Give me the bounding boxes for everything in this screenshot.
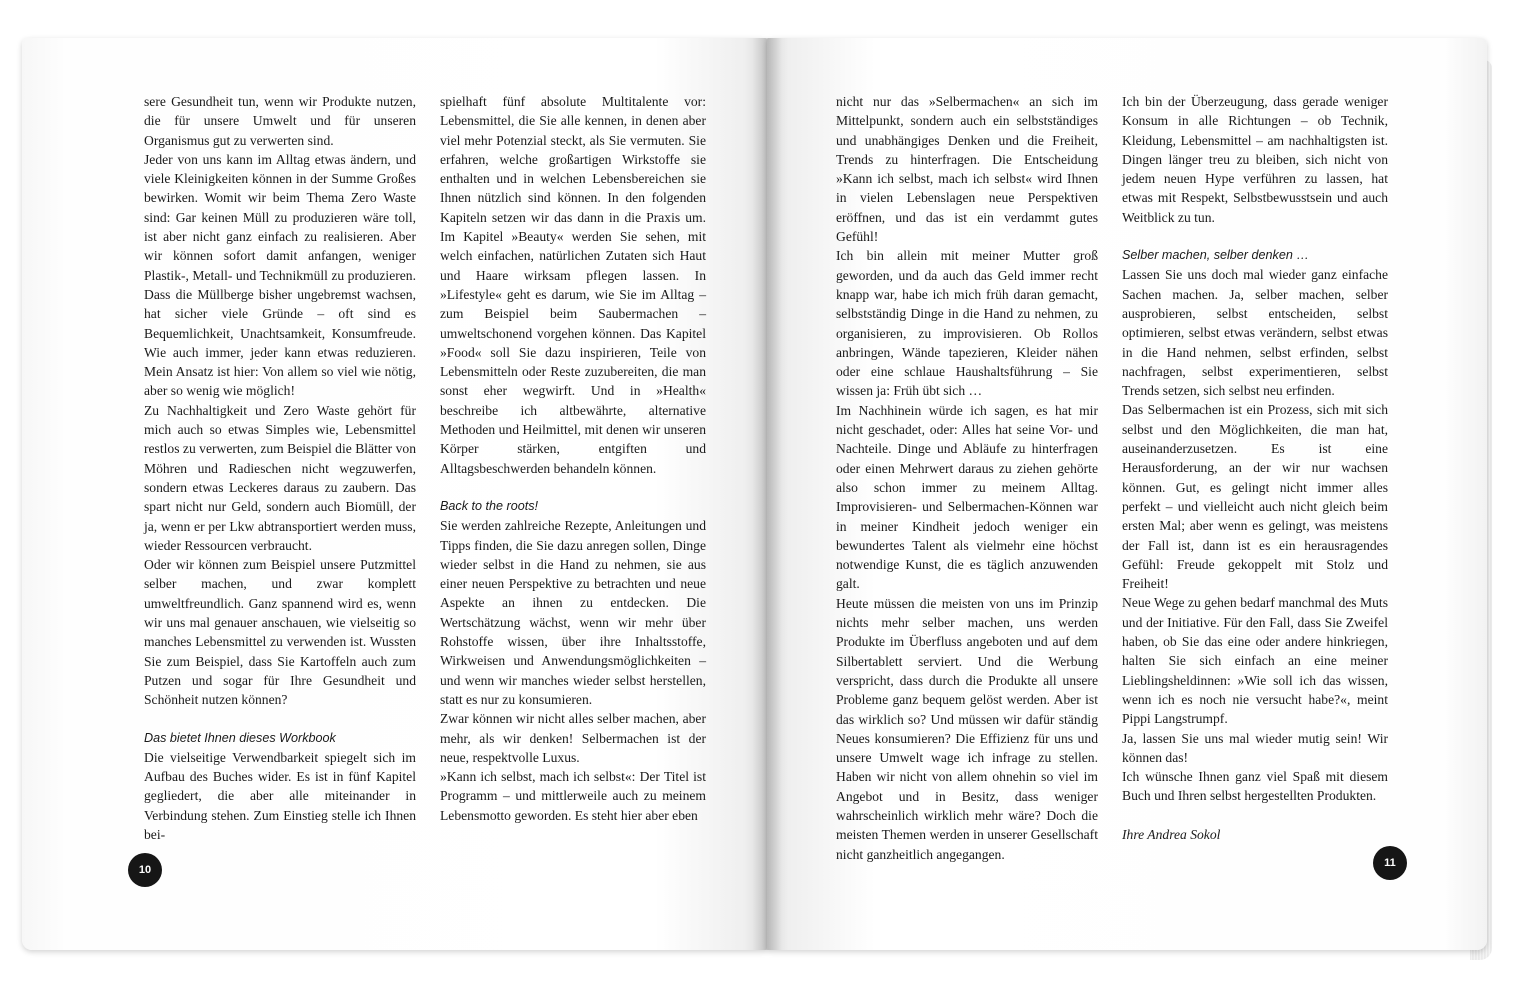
- paragraph: sere Gesundheit tun, wenn wir Produkte nutzen, die für unsere Umwelt und für unseren Organismus gut zu verwerten sind.: [144, 94, 416, 148]
- left-page-column-2: [440, 92, 706, 825]
- paragraph: Im Nachhinein würde ich sagen, es hat mir nicht geschadet, oder: Alles hat seine Vor- und Nachteile. Dinge und Abläufe zu hinterfragen oder einen Mehrwert daraus zu ziehen gehörte also schon immer zu meinem Alltag. Improvisieren- und Selbermachen-Können war in meiner Kindheit jedoch weniger ein bewundertes Talent als vielmehr eine höchst notwendige Kunst, die es täglich anzuwenden galt.: [836, 402, 1098, 592]
- left-page-column-1: [144, 92, 416, 844]
- paragraph: Neue Wege zu gehen bedarf manchmal des Muts und der Initiative. Für den Fall, dass Sie Zweifel haben, ob Sie das eine oder andere hinkriegen, halten Sie sich einfach an eine meiner Lieblingsheldinnen: »Wie soll ich das wissen, wenn ich es noch nie versucht habe?«, meint Pippi Langstrumpf.: [1122, 595, 1388, 727]
- section-heading: Das bietet Ihnen dieses Workbook: [144, 730, 336, 745]
- paragraph: »Kann ich selbst, mach ich selbst«: Der Titel ist Programm – und mittlerweile auch zu meinem Lebensmotto geworden. Es steht hier aber eben: [440, 769, 706, 823]
- paragraph: Ja, lassen Sie uns mal wieder mutig sein! Wir können das!: [1122, 730, 1388, 765]
- paragraph: Ich wünsche Ihnen ganz viel Spaß mit diesem Buch und Ihren selbst hergestellten Produkten.: [1122, 769, 1388, 804]
- paragraph: Ich bin der Überzeugung, dass gerade weniger Konsum in alle Richtungen – ob Technik, Kleidung, Lebensmittel – am nachhaltigsten ist. Dingen länger treu zu bleiben, sich nicht von jedem neuen Hype verführen zu lassen, hat etwas mit Respekt, Selbstbewusstsein und auch Weitblick zu tun.: [1122, 94, 1388, 225]
- section-heading: Selber machen, selber denken …: [1122, 248, 1309, 263]
- paragraph: Jeder von uns kann im Alltag etwas ändern, und viele Kleinigkeiten können in der Summe Großes bewirken. Womit wir beim Thema Zero Waste sind: Gar keinen Müll zu produzieren wäre toll, ist aber nicht ganz einfach zu realisieren. Aber wir können sofort damit anfangen, weniger Plastik-, Metall- und Technikmüll zu produzieren. Dass die Müllberge bisher ungebremst wachsen, hat sicher viele Gründe – oft sind es Bequemlichkeit, Unachtsamkeit, Konsumfreude. Wie auch immer, jeder kann etwas reduzieren. Mein Ansatz ist hier: Von allem so viel wie nötig, aber so wenig wie möglich!: [144, 151, 416, 399]
- paragraph: Die vielseitige Verwendbarkeit spiegelt sich im Aufbau des Buches wider. Es ist in fünf Kapitel gegliedert, die aber alle miteinander in Verbindung stehen. Zum Einstieg stelle ich Ihnen bei-: [144, 749, 416, 842]
- paragraph: Sie werden zahlreiche Rezepte, Anleitungen und Tipps finden, die Sie dazu anregen sollen, Dinge wieder selbst in die Hand zu nehmen, sie aus einer neuen Perspektive zu betrachten und neue Aspekte an ihnen zu entdecken. Die Wertschätzung wächst, wenn wir mehr über Rohstoffe wissen, über ihre Inhaltsstoffe, Wirkweisen und Anwendungsmöglichkeiten – und wenn wir manches wieder selbst herstellen, statt es nur zu konsumieren.: [440, 518, 706, 707]
- paragraph: Das Selbermachen ist ein Prozess, sich mit sich selbst und den Möglichkeiten, die man hat, auseinanderzusetzen. Es ist eine Herausforderung, an der wir nur wachsen können. Gut, es gelingt nicht immer alles perfekt – und vielleicht auch nicht gleich beim ersten Mal; aber wenn es gelingt, was meistens der Fall ist, dann ist es ein herausragendes Gefühl: Freude gekoppelt mit Stolz und Freiheit!: [1122, 402, 1388, 592]
- right-page-column-1: [836, 92, 1098, 864]
- book-spine: [752, 38, 782, 950]
- section-heading: Back to the roots!: [440, 498, 539, 513]
- paragraph: Zwar können wir nicht alles selber machen, aber mehr, als wir denken! Selbermachen ist der neue, respektvolle Luxus.: [440, 711, 706, 765]
- paragraph: Zu Nachhaltigkeit und Zero Waste gehört für mich auch so etwas Simples wie, Lebensmittel restlos zu verwerten, zum Beispiel die Blätter von Möhren und Radieschen nicht wegzuwerfen, sondern etwas Leckeres daraus zu zaubern. Das spart nicht nur Geld, sondern auch Biomüll, der ja, wenn er per Lkw abtransportiert werden muss, wieder Ressourcen verbraucht.: [144, 402, 416, 553]
- paragraph: Heute müssen die meisten von uns im Prinzip nichts mehr selber machen, uns werden Produkte im Überfluss angeboten und auf dem Silbertablett serviert. Und die Werbung verspricht, dass durch die Produkte all unsere Probleme ganz bequem gelöst werden. Aber ist das wirklich so? Und müssen wir dafür ständig Neues konsumieren? Die Effizienz für uns und unsere Umwelt wage ich infrage zu stellen. Haben wir nicht von allem ohnehin so viel im Angebot und in Besitz, dass weniger wahrscheinlich wirklich mehr wäre? Doch die meisten Themen werden in unserer Gesellschaft nicht ganzheitlich angegangen.: [836, 595, 1098, 862]
- paragraph: Oder wir können zum Beispiel unsere Putzmittel selber machen, und zwar komplett umweltfreundlich. Ganz spannend wird es, wenn wir uns mal genauer anschauen, wie vielseitig so manches Lebensmittel zu verwenden ist. Wussten Sie zum Beispiel, dass Sie Kartoffeln auch zum Putzen und sogar für Ihre Gesundheit und Schönheit nutzen können?: [144, 557, 416, 708]
- author-signature: Ihre Andrea Sokol: [1122, 826, 1221, 842]
- paragraph: nicht nur das »Selbermachen« an sich im Mittelpunkt, sondern auch ein selbstständiges und unabhängiges Denken und die Freiheit, Trends zu hinterfragen. Die Entscheidung »Kann ich selbst, mach ich selbst« wird Ihnen in vielen Lebenslagen neue Perspektiven eröffnen, und das ist ein verdammt gutes Gefühl!: [836, 94, 1098, 245]
- paragraph: Lassen Sie uns doch mal wieder ganz einfache Sachen machen. Ja, selber machen, selber ausprobieren, selbst entscheiden, selbst optimieren, selbst etwas verändern, selbst etwas in die Hand nehmen, selbst erfinden, selbst nachfragen, selbst experimentieren, selbst Trends setzen, sich selbst neu erfinden.: [1122, 267, 1388, 399]
- page-number-left: 10: [128, 853, 162, 887]
- paragraph: Ich bin allein mit meiner Mutter groß geworden, und da auch das Geld immer recht knapp war, habe ich mich früh daran gemacht, selbstständig Dinge in die Hand zu nehmen, zu organisieren, zu improvisieren. Ob Rollos anbringen, Wände tapezieren, Kleider nähen oder eine schlaue Haushaltsführung – Sie wissen ja: Früh übt sich …: [836, 248, 1098, 399]
- page-number-right: 11: [1373, 846, 1407, 880]
- right-page-column-2: [1122, 92, 1388, 844]
- paragraph: spielhaft fünf absolute Multitalente vor: Lebensmittel, die Sie alle kennen, in denen aber viel mehr Potenzial steckt, als Sie vermuten. Sie erfahren, welche großartigen Wirkstoffe sie enthalten und in welchen Lebensbereichen sie Ihnen nützlich sind können. In den folgenden Kapiteln setzen wir das dann in die Praxis um. Im Kapitel »Beauty« werden Sie sehen, mit welch einfachen, natürlichen Zutaten sich Haut und Haare wirksam pflegen lassen. In »Lifestyle« geht es darum, wie Sie im Alltag – zum Beispiel beim Saubermachen – umweltschonend vorgehen können. Das Kapitel »Food« soll Sie dazu inspirieren, Teile von Lebensmitteln oder Reste zuzubereiten, die man sonst eher wegwirft. Und in »Health« beschreibe ich altbewährte, alternative Methoden und Heilmittel, mit denen wir unseren Körper stärken, entgiften und Alltagsbeschwerden behandeln können.: [440, 94, 706, 476]
